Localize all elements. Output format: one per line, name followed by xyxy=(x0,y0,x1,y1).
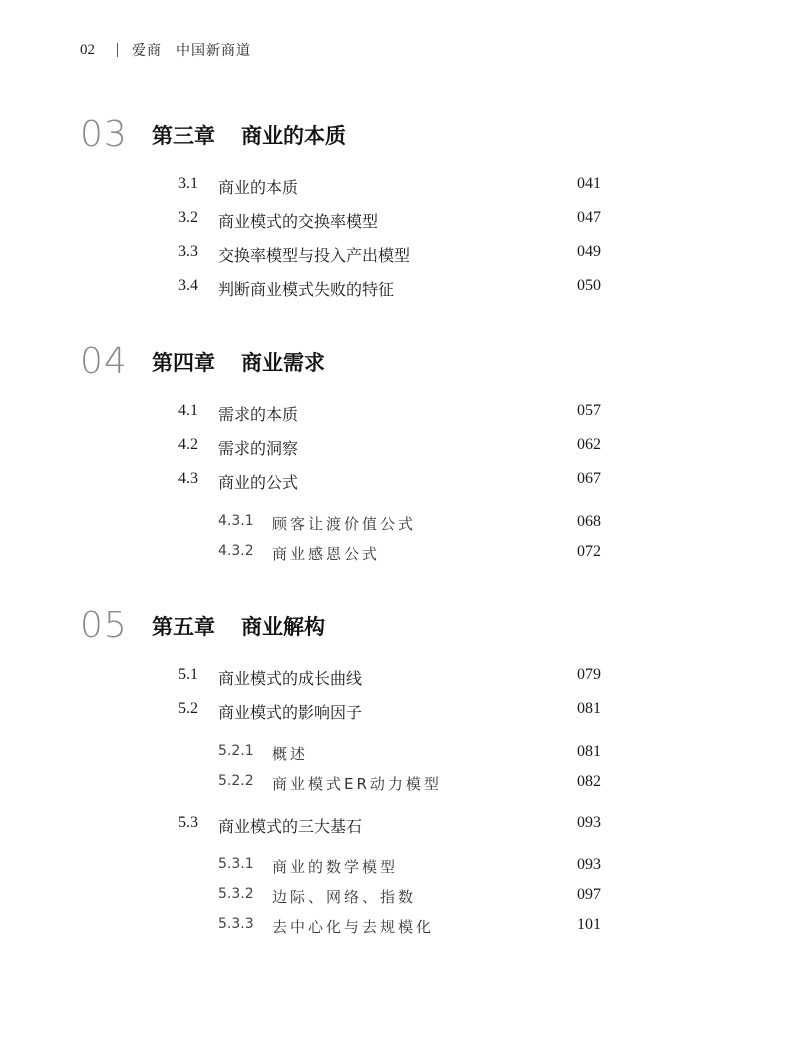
section-page: 062 xyxy=(577,436,601,453)
section-title: 判断商业模式失败的特征 xyxy=(218,280,395,299)
chapter-name: 商业需求 xyxy=(241,349,325,375)
section-number: 3.3 xyxy=(178,243,198,260)
section-title: 商业模式的影响因子 xyxy=(218,703,363,722)
section-number: 4.1 xyxy=(178,402,198,419)
chapter-label: 第三章 xyxy=(152,122,215,148)
section-title: 需求的本质 xyxy=(218,405,299,424)
section-number: 3.2 xyxy=(178,209,198,226)
book-title: 中国新商道 xyxy=(176,43,251,59)
subsection-title: 概述 xyxy=(272,745,309,763)
section-title: 商业模式的三大基石 xyxy=(218,817,363,836)
section-title: 需求的洞察 xyxy=(218,439,299,458)
section-title: 商业模式的交换率模型 xyxy=(218,212,379,231)
chapter-number: 03 xyxy=(80,114,128,155)
section-number: 3.4 xyxy=(178,277,198,294)
subsection-number: 5.2.2 xyxy=(218,773,254,789)
section-title: 商业的公式 xyxy=(218,473,299,492)
section-page: 041 xyxy=(577,175,601,192)
subsection-title: 商业感恩公式 xyxy=(272,545,381,563)
section-page: 081 xyxy=(577,700,601,717)
subsection-page: 072 xyxy=(577,543,601,560)
subsection-title: 边际、网络、指数 xyxy=(272,888,417,906)
section-number: 5.2 xyxy=(178,700,198,717)
section-number: 3.1 xyxy=(178,175,198,192)
chapter-number: 05 xyxy=(80,605,128,646)
section-number: 5.3 xyxy=(178,814,198,831)
subsection-number: 5.2.1 xyxy=(218,743,254,759)
chapter-heading xyxy=(80,341,325,382)
section-page: 093 xyxy=(577,814,601,831)
chapter-number: 04 xyxy=(80,341,128,382)
chapter-label: 第四章 xyxy=(152,349,215,375)
subsection-page: 093 xyxy=(577,856,601,873)
section-page: 049 xyxy=(577,243,601,260)
chapter-heading xyxy=(80,114,346,155)
section-title: 交换率模型与投入产出模型 xyxy=(218,246,411,265)
subsection-page: 082 xyxy=(577,773,601,790)
section-title: 商业的本质 xyxy=(218,178,299,197)
chapter-heading xyxy=(80,605,325,646)
running-header xyxy=(80,40,251,60)
chapter-title xyxy=(152,611,325,641)
subsection-number: 5.3.2 xyxy=(218,886,254,902)
subsection-number: 5.3.3 xyxy=(218,916,254,932)
section-number: 4.3 xyxy=(178,470,198,487)
subsection-number: 4.3.2 xyxy=(218,543,254,559)
section-page: 047 xyxy=(577,209,601,226)
chapter-name: 商业的本质 xyxy=(241,122,346,148)
page-number: 02 xyxy=(80,41,95,58)
book-short-title: 爱商 xyxy=(132,43,162,59)
chapter-title xyxy=(152,347,325,377)
subsection-page: 101 xyxy=(577,916,601,933)
subsection-page: 097 xyxy=(577,886,601,903)
subsection-title: 商业的数学模型 xyxy=(272,858,399,876)
subsection-title: 去中心化与去规模化 xyxy=(272,918,435,936)
section-page: 050 xyxy=(577,277,601,294)
chapter-label: 第五章 xyxy=(152,613,215,639)
subsection-title: 顾客让渡价值公式 xyxy=(272,515,417,533)
section-title: 商业模式的成长曲线 xyxy=(218,669,363,688)
chapter-name: 商业解构 xyxy=(241,613,325,639)
subsection-number: 4.3.1 xyxy=(218,513,254,529)
section-page: 079 xyxy=(577,666,601,683)
subsection-title: 商业模式ER动力模型 xyxy=(272,775,442,793)
subsection-page: 081 xyxy=(577,743,601,760)
chapter-title xyxy=(152,120,346,150)
header-divider xyxy=(117,43,118,57)
section-number: 5.1 xyxy=(178,666,198,683)
section-number: 4.2 xyxy=(178,436,198,453)
section-page: 067 xyxy=(577,470,601,487)
subsection-number: 5.3.1 xyxy=(218,856,254,872)
subsection-page: 068 xyxy=(577,513,601,530)
section-page: 057 xyxy=(577,402,601,419)
